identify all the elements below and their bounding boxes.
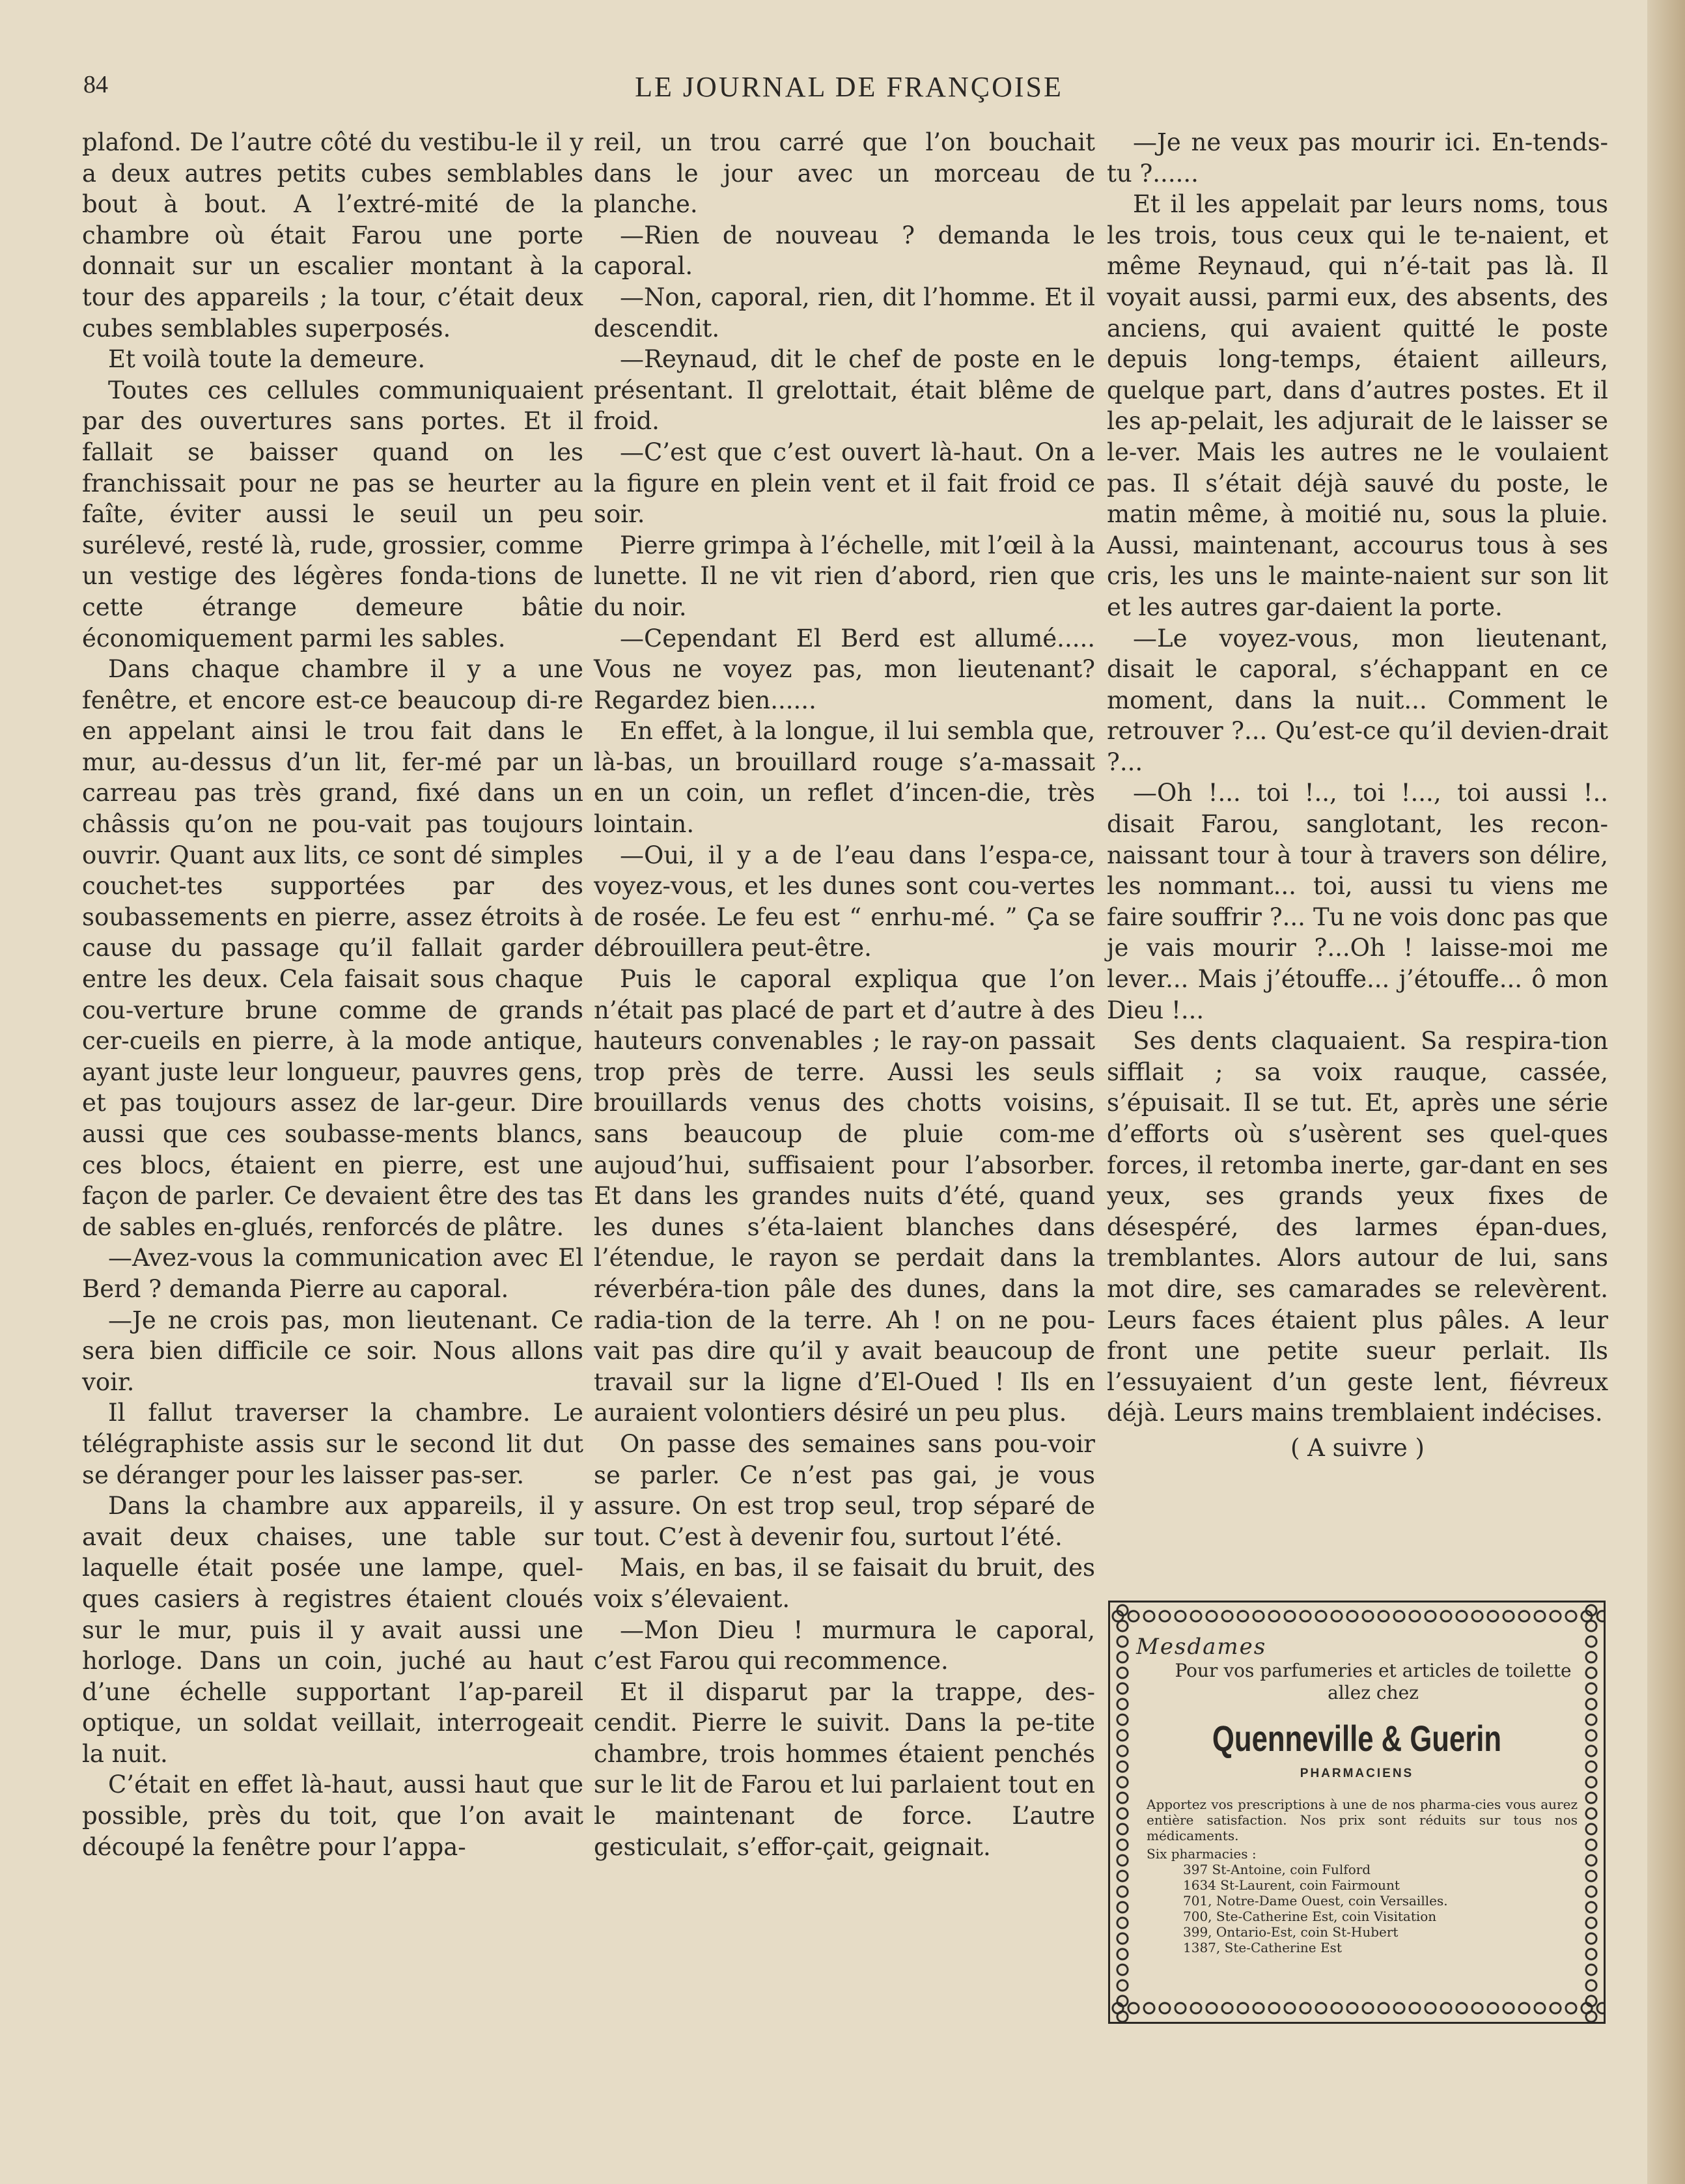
article-paragraph: —Oh !... toi !.., toi !..., toi aussi !.. disait Farou, sanglotant, les recon-naissant tour à tour à travers son délire, les nommant... toi, aussi tu viens me faire souffrir ?... Tu ne vois donc pas que je vais mourir ?...Oh ! laisse-moi me lever... Mais j’étouffe... j’étouffe... ô mon Dieu !... — [1107, 779, 1608, 1024]
text-column-2 — [594, 127, 1095, 1862]
article-paragraph: Mais, en bas, il se faisait du bruit, des voix s’élevaient. — [594, 1554, 1095, 1613]
article-paragraph: ( A suivre ) — [1290, 1433, 1425, 1462]
article-paragraph: —Le voyez-vous, mon lieutenant, disait le caporal, s’échappant en ce moment, dans la nuit... Comment le retrouver ?... Qu’est-ce qu’il devien-drait ?... — [1107, 624, 1608, 776]
ad-ornament-border — [1110, 1997, 1604, 2019]
article-paragraph: Et voilà toute la demeure. — [108, 345, 426, 374]
article-paragraph: —Cependant El Berd est allumé..... Vous ne voyez pas, mon lieutenant? Regardez bien...... — [594, 624, 1095, 714]
article-paragraph: Il fallut traverser la chambre. Le télégraphiste assis sur le second lit dut se déranger pour les laisser pas-ser. — [82, 1399, 583, 1489]
article-paragraph: Ses dents claquaient. Sa respira-tion sifflait ; sa voix rauque, cassée, s’épuisait. Il se tut. Et, après une série d’efforts où s’usèrent ses quel-ques forces, il retomba inerte, gar-dant en ses yeux, ses grands yeux fixes de désespéré, des larmes épan-dues, tremblantes. Alors autour de lui, sans mot dire, ses camarades se relevèrent. Leurs faces étaient plus pâles. A leur front une petite sueur perlait. Ils l’essuyaient d’un geste lent, fiévreux déjà. Leurs mains tremblaient indécises. — [1107, 1027, 1608, 1427]
article-paragraph: En effet, à la longue, il lui sembla que, là-bas, un brouillard rouge s’a-massait en un coin, un reflet d’incen-die, très lointain. — [594, 717, 1095, 839]
article-paragraph: Puis le caporal expliqua que l’on n’était pas placé de part et d’autre à des hauteurs convenables ; le ray-on passait trop près de terre. Aussi les seuls brouillards venus des chotts voisins, sans beaucoup de pluie com-me aujoud’hui, suffisaient pour l’absorber. Et dans les grandes nuits d’été, quand les dunes s’éta-laient blanches dans l’étendue, le rayon se perdait dans la réverbéra-tion pâle des dunes, dans la radia-tion de la terre. Ah ! on ne pou-vait pas dire qu’il y avait beaucoup de travail sur la ligne d’El-Oued ! Ils en auraient volontiers désiré un peu plus. — [594, 965, 1095, 1427]
article-paragraph: C’était en effet là-haut, aussi haut que possible, près du toit, que l’on avait découpé la fenêtre pour l’appa- — [82, 1771, 583, 1861]
ad-stores-label: Six pharmacies : — [1147, 1846, 1257, 1862]
article-paragraph: —Avez-vous la communication avec El Berd ? demanda Pierre au caporal. — [82, 1244, 583, 1303]
article-paragraph: Toutes ces cellules communiquaient par des ouvertures sans portes. Et il fallait se baisser quand on les franchissait pour ne pas se heurter au faîte, éviter aussi le seuil un peu surélevé, resté là, rude, grossier, comme un vestige des légères fonda-tions de cette étrange demeure bâtie économiquement parmi les sables. — [82, 376, 583, 652]
pharmacy-advertisement — [1108, 1601, 1606, 2024]
article-paragraph: Pierre grimpa à l’échelle, mit l’œil à la lunette. Il ne vit rien d’abord, rien que du noir. — [594, 531, 1095, 621]
ad-store-item: 397 St-Antoine, coin Fulford — [1183, 1862, 1371, 1877]
ad-heading: Mesdames — [1136, 1634, 1267, 1660]
ad-ornament-border — [1581, 1603, 1601, 2022]
article-paragraph: —Je ne crois pas, mon lieutenant. Ce sera bien difficile ce soir. Nous allons voir. — [82, 1306, 583, 1396]
page-number: 84 — [83, 71, 108, 98]
article-paragraph: —Rien de nouveau ? demanda le caporal. — [594, 221, 1095, 281]
ad-store-item: 700, Ste-Catherine Est, coin Visitation — [1183, 1909, 1437, 1924]
article-paragraph: Et il disparut par la trappe, des-cendit. Pierre le suivit. Dans la pe-tite chambre, trois hommes étaient penchés sur le lit de Farou et lui parlaient tout en le maintenant de force. L’autre gesticulait, s’effor-çait, geignait. — [594, 1677, 1095, 1861]
ad-store-item: 399, Ontario-Est, coin St-Hubert — [1183, 1924, 1399, 1940]
text-column-3 — [1107, 127, 1608, 1464]
ad-body: Apportez vos prescriptions à une de nos pharma-cies vous aurez entière satisfaction. Nos prix sont réduits sur tous nos médicaments. — [1147, 1797, 1578, 1843]
article-paragraph: Dans chaque chambre il y a une fenêtre, et encore est-ce beaucoup di-re en appelant ainsi le trou fait dans le mur, au-dessus d’un lit, fer-mé par un carreau pas très grand, fixé dans un châssis qu’on ne pou-vait pas toujours ouvrir. Quant aux lits, ce sont dé simples couchet-tes supportées par des soubassements en pierre, assez étroits à cause du passage qu’il fallait garder entre les deux. Cela faisait sous chaque cou-verture brune comme de grands cer-cueils en pierre, à la mode antique, ayant juste leur longueur, pauvres gens, et pas toujours assez de lar-geur. Dire aussi que ces soubasse-ments blancs, ces blocs, étaient en pierre, est une façon de parler. Ce devaient être des tas de sables en-glués, renforcés de plâtre. — [82, 655, 583, 1241]
article-paragraph: Et il les appelait par leurs noms, tous les trois, tous ceux qui le te-naient, et même Reynaud, qui n’é-tait pas là. Il voyait aussi, parmi eux, des absents, des anciens, qui avaient quitté le poste depuis long-temps, étaient ailleurs, quelque part, dans d’autres postes. Et il les ap-pelait, les adjurait de le laisser se le-ver. Mais les autres ne le voulaient pas. Il s’était déjà sauvé du poste, le matin même, à moitié nu, sous la pluie. Aussi, maintenant, accourus tous à ses cris, les uns le mainte-naient sur son lit et les autres gar-daient la porte. — [1107, 190, 1608, 621]
ad-store-item: 1387, Ste-Catherine Est — [1183, 1940, 1342, 1955]
running-header — [83, 70, 1615, 109]
article-paragraph: On passe des semaines sans pou-voir se parler. Ce n’est pas gai, je vous assure. On est trop seul, trop séparé de tout. C’est à devenir fou, surtout l’été. — [594, 1429, 1095, 1551]
article-paragraph: —Reynaud, dit le chef de poste en le présentant. Il grelottait, était blême de froid. — [594, 345, 1095, 436]
ad-intro: Pour vos parfumeries et articles de toilette allez chez — [1175, 1660, 1572, 1703]
ad-ornament-border — [1113, 1603, 1132, 2022]
ad-business-name: Quenneville & Guerin — [1212, 1718, 1502, 1759]
article-paragraph: —Je ne veux pas mourir ici. En-tends-tu ?...... — [1107, 128, 1608, 188]
text-column-1 — [82, 127, 583, 1862]
article-paragraph: plafond. De l’autre côté du vestibu-le il y a deux autres petits cubes semblables bout à bout. A l’extré-mité de la chambre où était Farou une porte donnait sur un escalier montant à la tour des appareils ; la tour, c’était deux cubes semblables superposés. — [82, 128, 583, 343]
ad-business-title: PHARMACIENS — [1300, 1767, 1414, 1780]
article-paragraph: Dans la chambre aux appareils, il y avait deux chaises, une table sur laquelle était posée une lampe, quel-ques casiers à registres étaient cloués sur le mur, puis il y avait aussi une horloge. Dans un coin, juché au haut d’une échelle supportant l’ap-pareil optique, un soldat veillait, interrogeait la nuit. — [82, 1492, 583, 1768]
ad-store-item: 701, Notre-Dame Ouest, coin Versailles. — [1183, 1893, 1448, 1909]
article-paragraph: —Oui, il y a de l’eau dans l’espa-ce, voyez-vous, et les dunes sont cou-vertes de rosée. Le feu est “ enrhu-mé. ” Ça se débrouillera peut-être. — [594, 841, 1095, 962]
article-paragraph: —Mon Dieu ! murmura le caporal, c’est Farou qui recommence. — [594, 1616, 1095, 1675]
ad-store-item: 1634 St-Laurent, coin Fairmount — [1183, 1877, 1400, 1893]
ad-ornament-border — [1110, 1605, 1604, 1627]
article-paragraph: —Non, caporal, rien, dit l’homme. Et il descendit. — [594, 283, 1095, 343]
article-paragraph: —C’est que c’est ouvert là-haut. On a la figure en plein vent et il fait froid ce soir. — [594, 438, 1095, 529]
page-edge — [1647, 0, 1685, 2184]
article-paragraph: reil, un trou carré que l’on bouchait dans le jour avec un morceau de planche. — [594, 128, 1095, 219]
running-title: LE JOURNAL DE FRANÇOISE — [635, 71, 1063, 103]
ad-store-list — [1183, 1862, 1448, 1955]
